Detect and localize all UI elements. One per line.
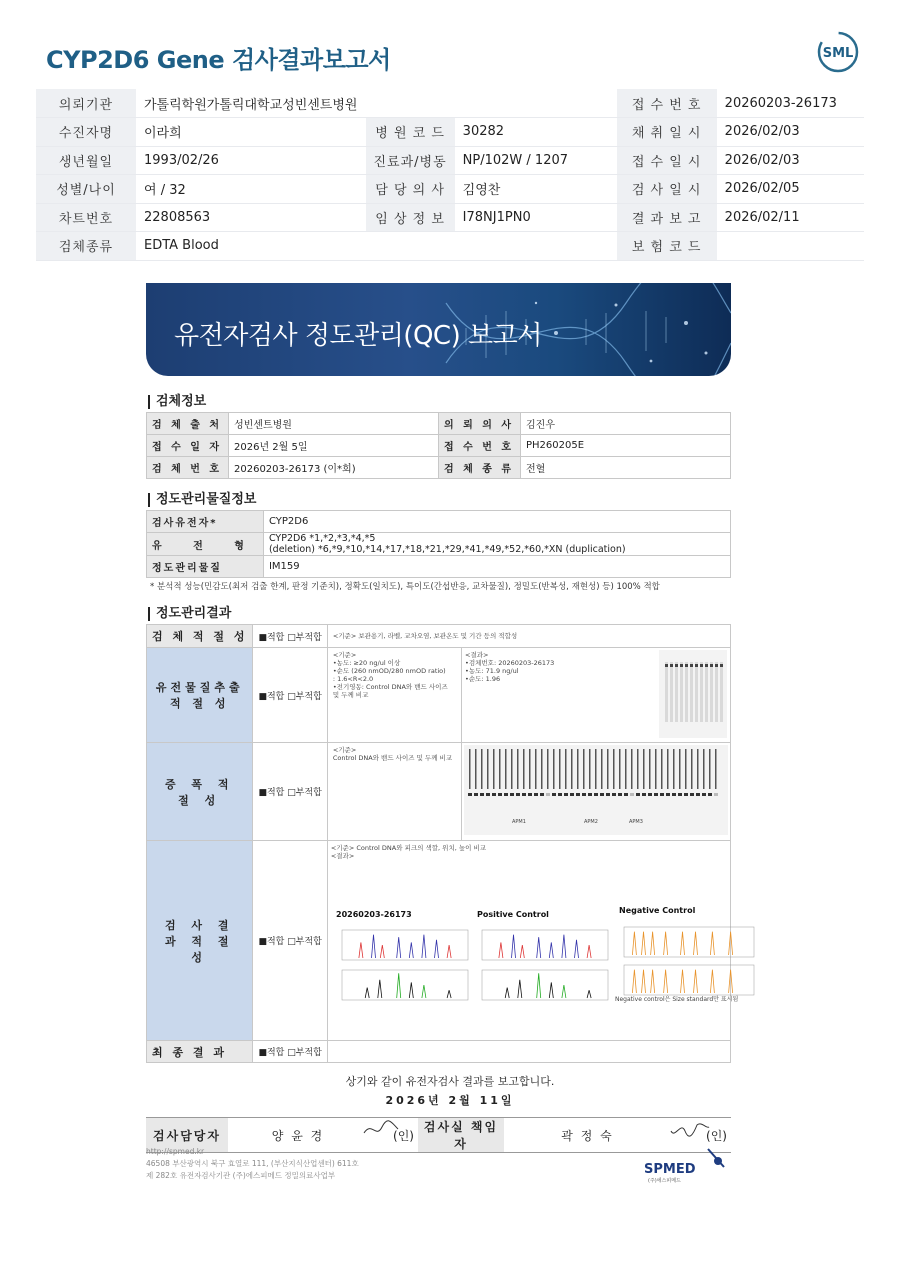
peak xyxy=(728,932,732,955)
gel-lane xyxy=(700,662,703,722)
genotype-label: 유 전 형 xyxy=(147,533,264,556)
gel-lane-label xyxy=(487,749,489,789)
gel-lane-label xyxy=(655,749,657,789)
peak xyxy=(397,973,401,998)
gel-lane xyxy=(680,662,683,722)
peak xyxy=(641,932,645,955)
peak-title: Negative Control xyxy=(618,906,696,915)
gel-lane xyxy=(690,662,693,722)
gel-band xyxy=(558,793,562,796)
qc-criteria: <기준> Control DNA와 피크의 색깔, 위치, 높이 비교 <결과> xyxy=(330,844,487,860)
gel-band xyxy=(684,793,688,796)
gel-lane xyxy=(705,662,708,722)
material-section-title: 정도관리물질정보 xyxy=(148,493,256,507)
gel-lane xyxy=(720,662,723,722)
gel-group-label: APM2 xyxy=(584,819,598,825)
header-label xyxy=(366,232,455,261)
gel-band xyxy=(546,793,550,796)
fail-check: □부적합 xyxy=(287,632,322,643)
sml-logo-text: SML xyxy=(822,46,854,61)
peak xyxy=(378,980,382,998)
peak xyxy=(693,932,697,955)
extraction-gel-image xyxy=(659,650,727,738)
footer-url[interactable]: http://spmed.kr xyxy=(146,1147,205,1156)
signature-mark xyxy=(362,1119,402,1139)
peak xyxy=(710,970,714,993)
header-label: 의뢰기관 xyxy=(36,89,136,118)
sml-logo xyxy=(815,30,861,74)
gel-lane-label xyxy=(499,749,501,789)
peak xyxy=(710,932,714,955)
qc-row-label: 유전물질추출 적 절 성 xyxy=(147,648,253,743)
specimen-value: 전혈 xyxy=(521,457,731,479)
header-label: 검체종류 xyxy=(36,232,136,261)
gel-band xyxy=(504,793,508,796)
gel-band xyxy=(612,793,616,796)
header-label: 담 당 의 사 xyxy=(366,175,455,204)
header-label: 보 험 코 드 xyxy=(617,232,717,261)
gel-band xyxy=(624,793,628,796)
gel-group-label: APM1 xyxy=(512,819,526,825)
fail-check: □부적합 xyxy=(287,1048,322,1058)
gel-lane-label xyxy=(703,749,705,789)
spmed-logo-subtext: (주)에스피메드 xyxy=(648,1178,681,1184)
gel-band xyxy=(552,793,556,796)
spmed-logo-text: SPMED xyxy=(644,1162,696,1177)
gel-band xyxy=(670,664,673,667)
director-name: 곽 정 숙 xyxy=(504,1118,671,1153)
gel-lane-label xyxy=(601,749,603,789)
gel-lane-label xyxy=(619,749,621,789)
gel-lane-label xyxy=(667,749,669,789)
gel-band xyxy=(675,664,678,667)
gel-lane-label xyxy=(649,749,651,789)
qc-check xyxy=(253,841,327,1041)
peak-panel xyxy=(624,927,754,957)
gel-band xyxy=(540,793,544,796)
peak-title: 20260203-26173 xyxy=(335,910,412,919)
gel-lane-label xyxy=(523,749,525,789)
gel-band xyxy=(665,664,668,667)
gel-lane-label xyxy=(715,749,717,789)
pass-check: ■적합 xyxy=(258,788,285,798)
gel-group-label: APM3 xyxy=(629,819,643,825)
peak-panel xyxy=(624,965,754,995)
qc-result-table xyxy=(146,624,739,1063)
header-value xyxy=(455,232,617,261)
qc-material-label: 정도관리물질 xyxy=(147,556,264,578)
gel-lane-label xyxy=(673,749,675,789)
peak xyxy=(549,982,553,998)
qc-row-label: 검 체 적 절 성 xyxy=(147,625,253,648)
gel-lane-label xyxy=(511,749,513,789)
gel-band xyxy=(685,664,688,667)
gel-band xyxy=(696,793,700,796)
genotype-line-1: CYP2D6 *1,*2,*3,*4,*5 xyxy=(268,533,376,544)
header-label: 병 원 코 드 xyxy=(366,118,455,147)
peak xyxy=(422,985,426,998)
gel-lane-label xyxy=(637,749,639,789)
report-date: 2026년 2월 11일 xyxy=(385,1094,515,1107)
gel-band xyxy=(576,793,580,796)
peak xyxy=(650,970,654,993)
peak xyxy=(587,990,591,998)
footer-registration: 제 282호 유전자검사기관 (주)에스피메드 정밀의료사업부 xyxy=(146,1171,336,1180)
peak xyxy=(632,970,636,993)
gel-lane-label xyxy=(553,749,555,789)
report-title: CYP2D6 Gene 검사결과보고서 xyxy=(46,46,391,74)
gel-lane xyxy=(675,662,678,722)
peak xyxy=(520,945,524,958)
header-value: 김영찬 xyxy=(455,175,617,204)
peak xyxy=(650,932,654,955)
gel-band xyxy=(695,664,698,667)
gel-band xyxy=(588,793,592,796)
peak xyxy=(680,970,684,993)
gel-band xyxy=(654,793,658,796)
gel-lane-label xyxy=(565,749,567,789)
negative-control-note: Negative control은 Size standard만 표시됨 xyxy=(614,996,739,1003)
gel-lane-label xyxy=(469,749,471,789)
peak xyxy=(537,973,541,998)
peak xyxy=(693,970,697,993)
pass-check: ■적합 xyxy=(258,632,285,643)
qc-section-title: 정도관리결과 xyxy=(148,607,231,621)
header-value: 22808563 xyxy=(136,203,366,232)
gel-lane-label xyxy=(547,749,549,789)
specimen-label: 검 체 종 류 xyxy=(439,457,521,479)
specimen-value: PH260205E xyxy=(521,435,731,457)
gel-lane-label xyxy=(529,749,531,789)
header-label: 임 상 정 보 xyxy=(366,203,455,232)
gel-band xyxy=(678,793,682,796)
header-value: 1993/02/26 xyxy=(136,146,366,175)
gel-band xyxy=(468,793,472,796)
specimen-label: 접 수 번 호 xyxy=(439,435,521,457)
gel-lane xyxy=(670,662,673,722)
header-label: 접 수 일 시 xyxy=(617,146,717,175)
qc-criteria: <기준> •농도: ≥20 ng/ul 이상 •순도 (260 nmOD/280 nmOD ratio) : 1.6<R<2.0 •전기영동: Control DNA와 밴드 사이즈 및 두께 비교 xyxy=(327,648,461,743)
gel-lane-label xyxy=(631,749,633,789)
peak xyxy=(371,935,375,958)
qc-material-value: IM159 xyxy=(263,556,730,578)
gel-band xyxy=(660,793,664,796)
peak xyxy=(663,970,667,993)
peak xyxy=(587,945,591,958)
header-value: 2026/02/03 xyxy=(717,118,864,147)
qc-check xyxy=(253,743,327,841)
header-value: 이라희 xyxy=(136,118,366,147)
gel-lane-label xyxy=(697,749,699,789)
gel-lane-label xyxy=(535,749,537,789)
header-label: 채 취 일 시 xyxy=(617,118,717,147)
gene-label: 검사유전자* xyxy=(147,511,264,533)
gel-lane xyxy=(665,662,668,722)
gel-band xyxy=(702,793,706,796)
gel-lane-label xyxy=(583,749,585,789)
qc-row-label: 증 폭 적 절 성 xyxy=(147,743,253,841)
gel-lane-label xyxy=(589,749,591,789)
gene-value: CYP2D6 xyxy=(263,511,730,533)
gel-band xyxy=(715,664,718,667)
gel-band xyxy=(528,793,532,796)
gel-band xyxy=(510,793,514,796)
header-value: 30282 xyxy=(455,118,617,147)
gel-lane-label xyxy=(505,749,507,789)
gel-band xyxy=(630,793,634,796)
header-value: EDTA Blood xyxy=(136,232,366,261)
peak-title: Positive Control xyxy=(476,910,549,919)
qc-row-label: 검 사 결 과 적 절 성 xyxy=(147,841,253,1041)
gel-band xyxy=(708,793,712,796)
peak xyxy=(641,970,645,993)
gel-lane xyxy=(710,662,713,722)
peak xyxy=(511,935,515,958)
gel-band xyxy=(480,793,484,796)
gel-lane-label xyxy=(661,749,663,789)
gel-lane-label xyxy=(577,749,579,789)
peak xyxy=(380,945,384,958)
header-value: 가톨릭학원가톨릭대학교성빈센트병원 xyxy=(136,89,366,118)
gel-band xyxy=(522,793,526,796)
pass-check: ■적합 xyxy=(258,937,285,947)
gel-lane xyxy=(715,662,718,722)
gel-lane xyxy=(685,662,688,722)
gel-band xyxy=(680,664,683,667)
gel-band xyxy=(606,793,610,796)
gel-band xyxy=(582,793,586,796)
tech-label: 검사담당자 xyxy=(146,1118,228,1153)
header-value: 2026/02/03 xyxy=(717,146,864,175)
gel-band xyxy=(666,793,670,796)
specimen-label: 검 체 출 처 xyxy=(147,413,229,435)
gel-band xyxy=(705,664,708,667)
specimen-value: 20260203-26173 (이*희) xyxy=(229,457,439,479)
gel-lane-label xyxy=(517,749,519,789)
peak xyxy=(409,982,413,998)
gel-band xyxy=(714,793,718,796)
gel-lane-label xyxy=(607,749,609,789)
peak-electropherogram xyxy=(332,867,756,1037)
gel-band xyxy=(594,793,598,796)
header-label: 진료과/병동 xyxy=(366,146,455,175)
qc-check xyxy=(253,648,327,743)
amplification-gel-image xyxy=(464,745,728,835)
gel-lane-label xyxy=(625,749,627,789)
peak xyxy=(680,932,684,955)
fail-check: □부적합 xyxy=(287,937,322,947)
gel-band xyxy=(600,793,604,796)
peak xyxy=(632,932,636,955)
gel-lane xyxy=(695,662,698,722)
gel-band xyxy=(690,664,693,667)
qc-banner xyxy=(146,283,731,376)
gel-lane-label xyxy=(571,749,573,789)
signature-mark xyxy=(667,1119,711,1139)
gel-band xyxy=(570,793,574,796)
gel-band xyxy=(636,793,640,796)
gel-band xyxy=(564,793,568,796)
qc-row-label: 최 종 결 과 xyxy=(147,1041,253,1063)
material-table xyxy=(146,510,731,578)
peak xyxy=(574,940,578,958)
specimen-value: 성빈센트병원 xyxy=(229,413,439,435)
spmed-logo xyxy=(644,1145,734,1185)
gel-lane-label xyxy=(643,749,645,789)
peak xyxy=(365,988,369,998)
peak xyxy=(663,932,667,955)
gel-lane-label xyxy=(679,749,681,789)
header-label: 차트번호 xyxy=(36,203,136,232)
gel-lane-label xyxy=(691,749,693,789)
header-value: NP/102W / 1207 xyxy=(455,146,617,175)
header-label: 생년월일 xyxy=(36,146,136,175)
header-label: 결 과 보 고 xyxy=(617,203,717,232)
peak xyxy=(728,970,732,993)
gel-band xyxy=(700,664,703,667)
seal-mark: (인) xyxy=(393,1128,414,1143)
header-label xyxy=(366,89,455,118)
specimen-label: 접 수 일 자 xyxy=(147,435,229,457)
specimen-value: 김진우 xyxy=(521,413,731,435)
peak xyxy=(562,935,566,958)
header-value: 2026/02/11 xyxy=(717,203,864,232)
peak xyxy=(409,942,413,958)
gel-band xyxy=(618,793,622,796)
specimen-label: 검 체 번 호 xyxy=(147,457,229,479)
fail-check: □부적합 xyxy=(287,691,322,702)
peak xyxy=(562,985,566,998)
peak xyxy=(397,937,401,958)
gel-band xyxy=(498,793,502,796)
tech-name: 양 윤 경 xyxy=(228,1118,368,1153)
gel-band xyxy=(486,793,490,796)
specimen-section-title: 검체정보 xyxy=(148,395,206,409)
peak xyxy=(359,942,363,958)
footer-address-line: 46508 부산광역시 북구 효열로 111, (부산지식산업센터) 611호 xyxy=(146,1159,359,1168)
patient-info-table xyxy=(36,89,864,261)
gel-band xyxy=(672,793,676,796)
gel-band xyxy=(710,664,713,667)
peak xyxy=(505,988,509,998)
gel-lane-label xyxy=(613,749,615,789)
peak xyxy=(422,935,426,958)
director-label: 검사실 책임자 xyxy=(418,1118,504,1153)
header-label: 검 사 일 시 xyxy=(617,175,717,204)
gel-band xyxy=(474,793,478,796)
qc-criteria: <기준> 보관용기, 라벨, 교차오염, 보관온도 및 기간 등의 적합성 xyxy=(327,625,730,648)
header-value xyxy=(455,89,617,118)
gel-band xyxy=(492,793,496,796)
fail-check: □부적합 xyxy=(287,788,322,798)
qc-check xyxy=(253,625,327,648)
gel-lane-label xyxy=(559,749,561,789)
gel-band xyxy=(516,793,520,796)
pass-check: ■적합 xyxy=(258,691,285,702)
pass-check: ■적합 xyxy=(258,1048,285,1058)
peak xyxy=(434,940,438,958)
genotype-line-2: (deletion) *6,*9,*10,*14,*17,*18,*21,*29,*41,*49,*52,*60,*XN (duplication) xyxy=(268,544,626,555)
gel-lane-label xyxy=(709,749,711,789)
gel-band xyxy=(648,793,652,796)
peak-panel xyxy=(482,970,608,1000)
header-label: 접 수 번 호 xyxy=(617,89,717,118)
qc-check xyxy=(253,1041,327,1063)
peak xyxy=(537,937,541,958)
gel-lane-label xyxy=(475,749,477,789)
gel-band xyxy=(720,664,723,667)
peak xyxy=(447,990,451,998)
gel-lane-label xyxy=(481,749,483,789)
conclusion-text: 상기와 같이 유전자검사 결과를 보고합니다. xyxy=(345,1075,555,1088)
seal-mark: (인) xyxy=(706,1128,727,1143)
header-value: 여 / 32 xyxy=(136,175,366,204)
peak xyxy=(447,945,451,958)
gel-lane-label xyxy=(685,749,687,789)
header-value: 20260203-26173 xyxy=(717,89,864,118)
gel-band xyxy=(690,793,694,796)
header-label: 성별/나이 xyxy=(36,175,136,204)
gel-lane-label xyxy=(541,749,543,789)
header-value: 2026/02/05 xyxy=(717,175,864,204)
banner-title: 유전자검사 정도관리(QC) 보고서 xyxy=(174,321,542,351)
specimen-value: 2026년 2월 5일 xyxy=(229,435,439,457)
specimen-table xyxy=(146,412,731,479)
specimen-label: 의 뢰 의 사 xyxy=(439,413,521,435)
header-value: I78NJ1PN0 xyxy=(455,203,617,232)
gel-band xyxy=(642,793,646,796)
peak xyxy=(549,942,553,958)
header-label: 수진자명 xyxy=(36,118,136,147)
gel-lane-label xyxy=(493,749,495,789)
peak xyxy=(518,980,522,998)
peak-panel xyxy=(342,970,468,1000)
footer-address xyxy=(146,1146,359,1182)
gel-lane-label xyxy=(595,749,597,789)
qc-criteria: <기준> Control DNA와 밴드 사이즈 및 두께 비교 xyxy=(327,743,461,841)
qc-extraction-result: <결과> •검체번호: 20260203-26173 •농도: 71.9 ng/ul •순도: 1.96 xyxy=(465,651,555,683)
performance-note: * 분석적 성능(민감도(최저 검출 한계, 판정 기준치), 정확도(일치도), 특이도(간섭반응, 교차물질), 정밀도(반복성, 재현성) 등) 100% 적합 xyxy=(150,582,660,592)
gel-band xyxy=(534,793,538,796)
header-value xyxy=(717,232,864,261)
peak xyxy=(499,942,503,958)
